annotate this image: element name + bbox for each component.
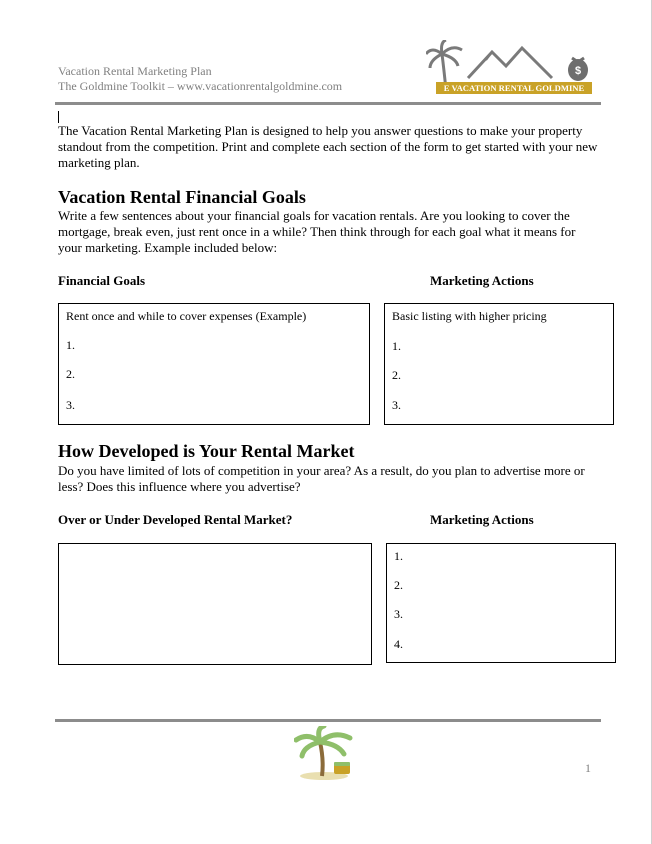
market-marketing-actions-box[interactable] [386,543,616,663]
financial-goals-label: Financial Goals [58,273,146,288]
mountains-icon [468,48,552,78]
text-cursor [58,111,59,123]
footer-rule [55,719,601,722]
financial-goal-3: 3. [66,398,75,412]
section-title-rental-market: How Developed is Your Rental Market [58,441,355,461]
financial-goal-2: 2. [66,367,75,381]
intro-paragraph: The Vacation Rental Marketing Plan is designed to help you answer questions to make your property standout from the competition. Print and complete each section of the form to get started with your new marketing plan. [58,123,598,170]
market-development-box[interactable] [58,543,372,665]
marketing-action-1: 1. [392,339,401,353]
header-rule [55,102,601,105]
header-title: Vacation Rental Marketing Plan [58,64,212,78]
financial-marketing-actions-box[interactable] [384,303,614,425]
market-action-4: 4. [394,637,403,651]
svg-text:$: $ [574,65,582,77]
page-number: 1 [585,761,591,775]
market-action-3: 3. [394,607,403,621]
rental-market-description: Do you have limited of lots of competition in your area? As a result, do you plan to advertise more or less? Does this influence where you advertise? [58,463,585,494]
market-action-2: 2. [394,578,403,592]
financial-goals-description: Write a few sentences about your financial goals for vacation rentals. Are you looking to cover the mortgage, break even, just rent once in a while? Then think through for each goal what it means for your marketing. Example included below: [58,208,576,255]
brand-logo [426,40,596,96]
logo-wordmark: E VACATION RENTAL GOLDMINE [443,83,585,93]
section-title-financial-goals: Vacation Rental Financial Goals [58,187,306,207]
market-development-label: Over or Under Developed Rental Market? [58,512,293,527]
financial-goal-example: Rent once and while to cover expenses (Example) [66,309,307,323]
marketing-action-2: 2. [392,368,401,382]
page-header [58,64,342,94]
marketing-actions-label: Marketing Actions [430,273,534,288]
financial-goals-box[interactable] [58,303,370,425]
financial-goal-1: 1. [66,338,75,352]
marketing-action-example: Basic listing with higher pricing [392,309,547,323]
header-subtitle: The Goldmine Toolkit – www.vacationrentalgoldmine.com [58,79,343,93]
marketing-action-3: 3. [392,398,401,412]
market-marketing-actions-label: Marketing Actions [430,512,534,527]
palm-tree-treasure-icon [294,726,358,780]
market-action-1: 1. [394,549,403,563]
money-bag-icon [568,58,588,81]
